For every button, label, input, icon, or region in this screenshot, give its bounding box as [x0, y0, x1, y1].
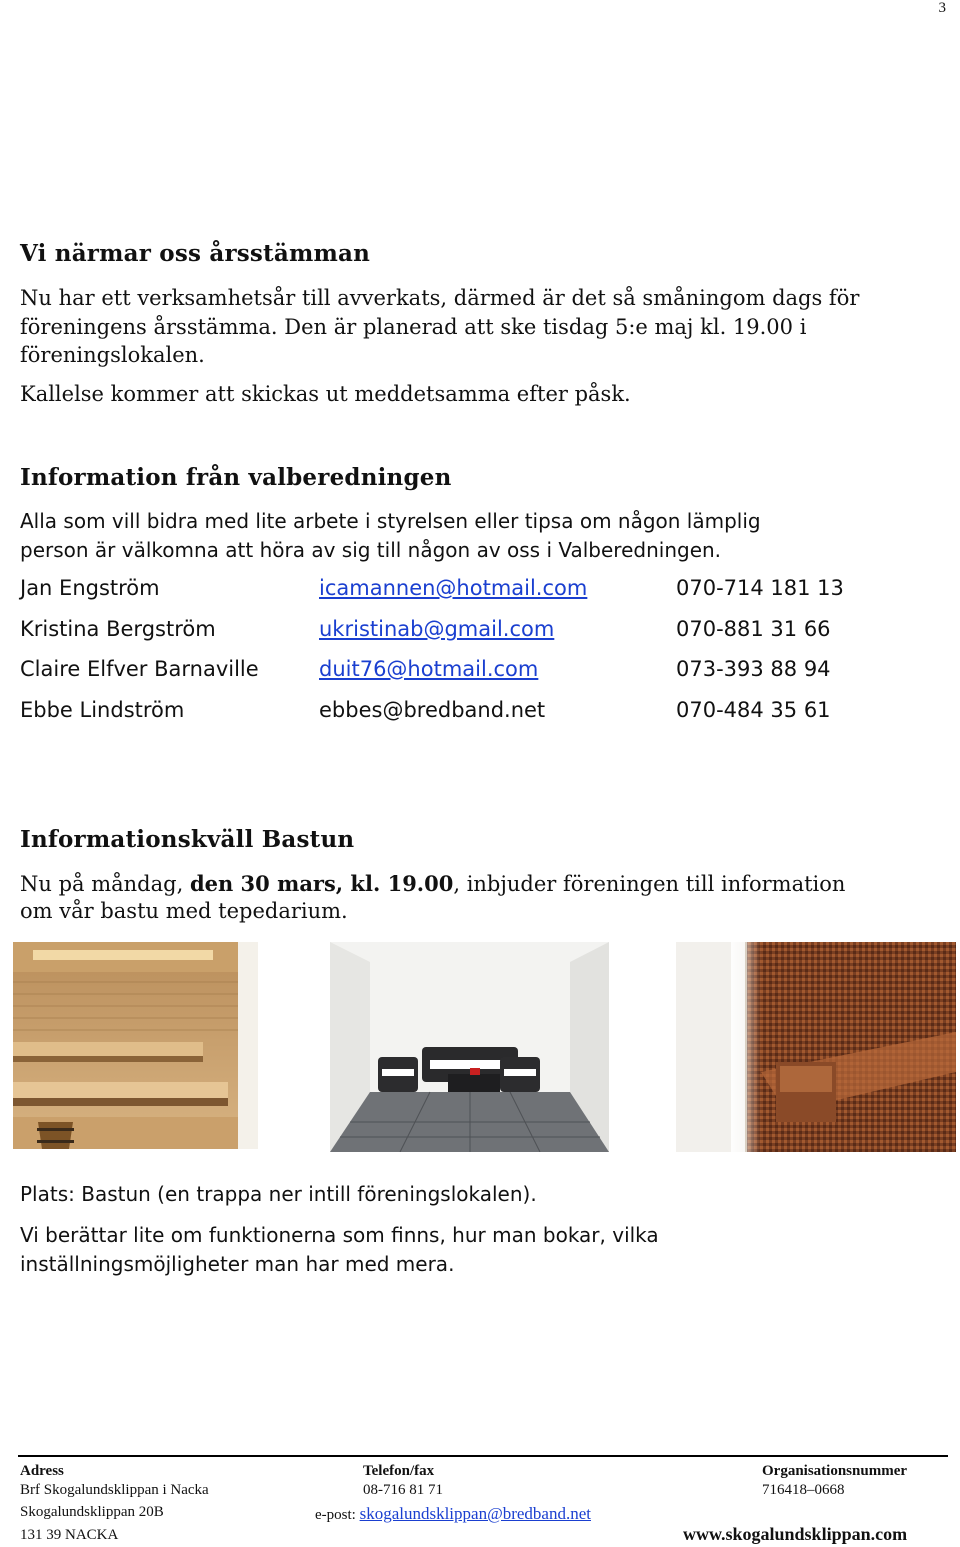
footer-address-line2: Skogalundsklippan 20B: [20, 1504, 164, 1520]
invitation-note: Kallelse kommer att skickas ut meddetsamma efter påsk.: [20, 382, 631, 406]
details-text-line2: inställningsmöjligheter man har med mera.: [20, 1252, 455, 1276]
contact-row: [20, 617, 940, 647]
contact-phone: 070-881 31 66: [676, 617, 831, 641]
contact-email-link[interactable]: duit76@hotmail.com: [319, 657, 539, 681]
footer-email-label: e-post:: [315, 1507, 360, 1523]
annual-meeting-text-line1: Nu har ett verksamhetsår till avverkats, därmed är det så småningom dags för: [20, 286, 860, 310]
footer-email-link[interactable]: skogalundsklippan@bredband.net: [359, 1504, 591, 1523]
footer-orgnr: 716418–0668: [762, 1482, 845, 1498]
footer-email-line: [315, 1504, 591, 1524]
contact-row: [20, 698, 940, 728]
sauna-photo-image: [13, 942, 278, 1149]
footer-phone-header: Telefon/fax: [363, 1463, 435, 1479]
footer-address-line1: Brf Skogalundsklippan i Nacka: [20, 1482, 209, 1498]
details-text-line1: Vi berättar lite om funktionerna som finns, hur man bokar, vilka: [20, 1223, 659, 1247]
annual-meeting-text-line2: föreningens årsstämma. Den är planerad att ske tisdag 5:e maj kl. 19.00 i: [20, 315, 807, 339]
footer-orgnr-header: Organisationsnummer: [762, 1463, 908, 1479]
contact-row: [20, 657, 940, 687]
footer-divider: [18, 1455, 948, 1457]
contact-phone: 070-714 181 13: [676, 576, 844, 600]
nomination-text-line1: Alla som vill bidra med lite arbete i styrelsen eller tipsa om någon lämplig: [20, 509, 761, 533]
footer-address-line3: 131 39 NACKA: [20, 1527, 119, 1543]
tepidarium-photo: [676, 942, 956, 1152]
tepidarium-photo-image: [676, 942, 956, 1152]
sauna-photo: [13, 942, 278, 1149]
nomination-text-line2: person är välkomna att höra av sig till någon av oss i Valberedningen.: [20, 538, 722, 562]
contact-phone: 070-484 35 61: [676, 698, 831, 722]
location-text: Plats: Bastun (en trappa ner intill föreningslokalen).: [20, 1182, 537, 1206]
footer-address-header: Adress: [20, 1463, 64, 1479]
sauna-intro-pre: Nu på måndag,: [20, 872, 190, 896]
lounge-photo: [330, 942, 609, 1152]
sauna-date-time: den 30 mars, kl. 19.00: [189, 871, 454, 896]
section-heading-nomination-committee: Information från valberedningen: [20, 464, 452, 491]
contact-row: [20, 576, 940, 606]
footer-phone: 08-716 81 71: [363, 1482, 443, 1498]
section-heading-sauna-evening: Informationskväll Bastun: [20, 826, 355, 853]
sauna-intro-post: , inbjuder föreningen till information: [453, 872, 846, 896]
contact-email-link[interactable]: ukristinab@gmail.com: [319, 617, 555, 641]
annual-meeting-text-line3: föreningslokalen.: [20, 343, 205, 367]
contact-name: Ebbe Lindström: [20, 698, 185, 722]
sauna-intro-line1: [20, 869, 845, 899]
contact-phone: 073-393 88 94: [676, 657, 831, 681]
footer-website[interactable]: www.skogalundsklippan.com: [683, 1524, 908, 1544]
contact-email: ebbes@bredband.net: [319, 698, 546, 722]
page-number: 3: [938, 0, 946, 16]
contact-name: Claire Elfver Barnaville: [20, 657, 259, 681]
section-heading-annual-meeting: Vi närmar oss årsstämman: [20, 240, 371, 267]
contact-email-link[interactable]: icamannen@hotmail.com: [319, 576, 588, 600]
lounge-photo-image: [330, 942, 609, 1152]
contact-name: Kristina Bergström: [20, 617, 216, 641]
sauna-intro-line2: om vår bastu med tepedarium.: [20, 899, 348, 923]
contact-name: Jan Engström: [20, 576, 160, 600]
